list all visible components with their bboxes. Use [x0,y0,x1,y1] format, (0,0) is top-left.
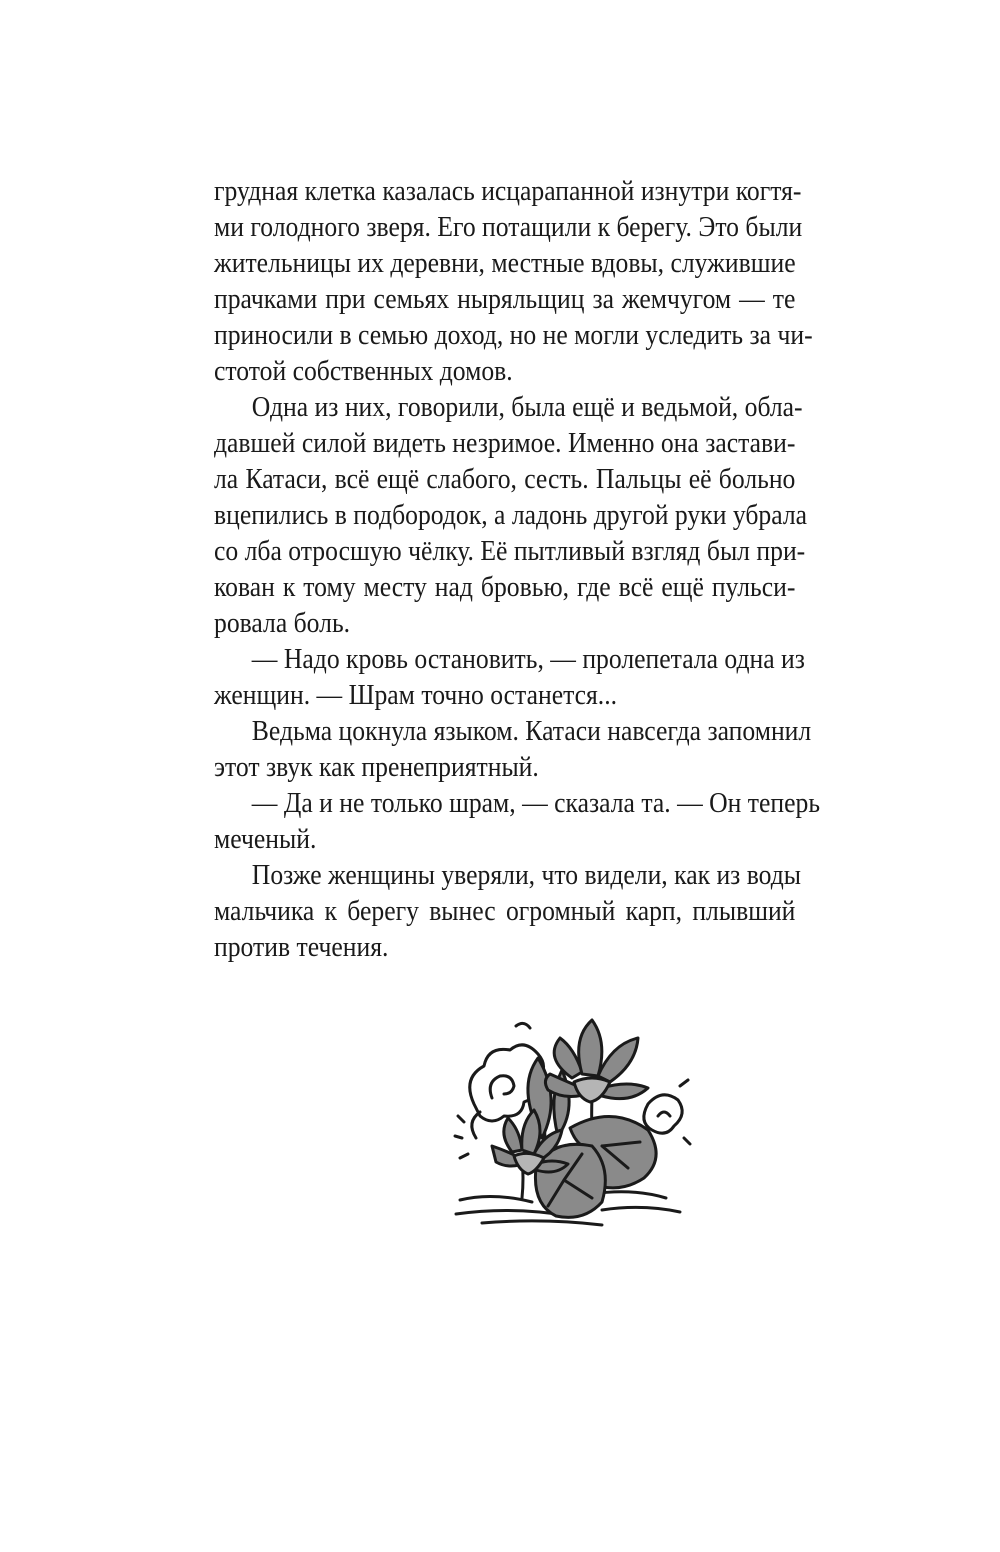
text-line: грудная клетка казалась исцарапанной изнутри когтя- [214,176,802,207]
text-line: прачками при семьях ныряльщиц за жемчугом — те [214,284,796,315]
text-line: ровала боль. [214,608,351,639]
text-line: вцепились в подбородок, а ладонь другой руки убрала [214,500,808,531]
text-line: — Надо кровь остановить, — пролепетала одна из [251,644,805,675]
text-line: меченый. [214,824,317,855]
text-line: давшей силой видеть незримое. Именно она застави- [214,428,796,459]
text-line: этот звук как пренеприятный. [214,752,539,783]
text-line: ла Катаси, всё ещё слабого, сесть. Пальцы её больно [214,464,796,495]
text-line: женщин. — Шрам точно останется... [214,680,618,711]
text-line: Одна из них, говорили, была ещё и ведьмой, обла- [251,392,803,423]
body-text [214,174,821,966]
text-line: приносили в семью доход, но не могли уследить за чи- [214,320,813,351]
text-line: кован к тому месту над бровью, где всё ещё пульси- [214,572,796,603]
paragraph [214,642,805,714]
paragraph [214,858,802,966]
text-line: со лба отросшую чёлку. Её пытливый взгляд был при- [214,536,806,567]
text-line: мальчика к берегу вынес огромный карп, плывший [214,896,796,927]
text-line: ми голодного зверя. Его потащили к берегу. Это были [214,212,803,243]
text-line: — Да и не только шрам, — сказала та. — Он теперь [251,788,821,819]
paragraph [214,174,813,390]
text-line: против течения. [214,932,389,963]
text-line: Позже женщины уверяли, что видели, как из воды [251,860,802,891]
text-line: стотой собственных домов. [214,356,513,387]
text-line: Ведьма цокнула языком. Катаси навсегда запомнил [251,716,812,747]
lotus-vignette-icon [452,1018,692,1228]
paragraph [214,714,812,786]
paragraph [214,786,821,858]
paragraph [214,390,808,642]
text-line: жительницы их деревни, местные вдовы, служившие [214,248,796,279]
